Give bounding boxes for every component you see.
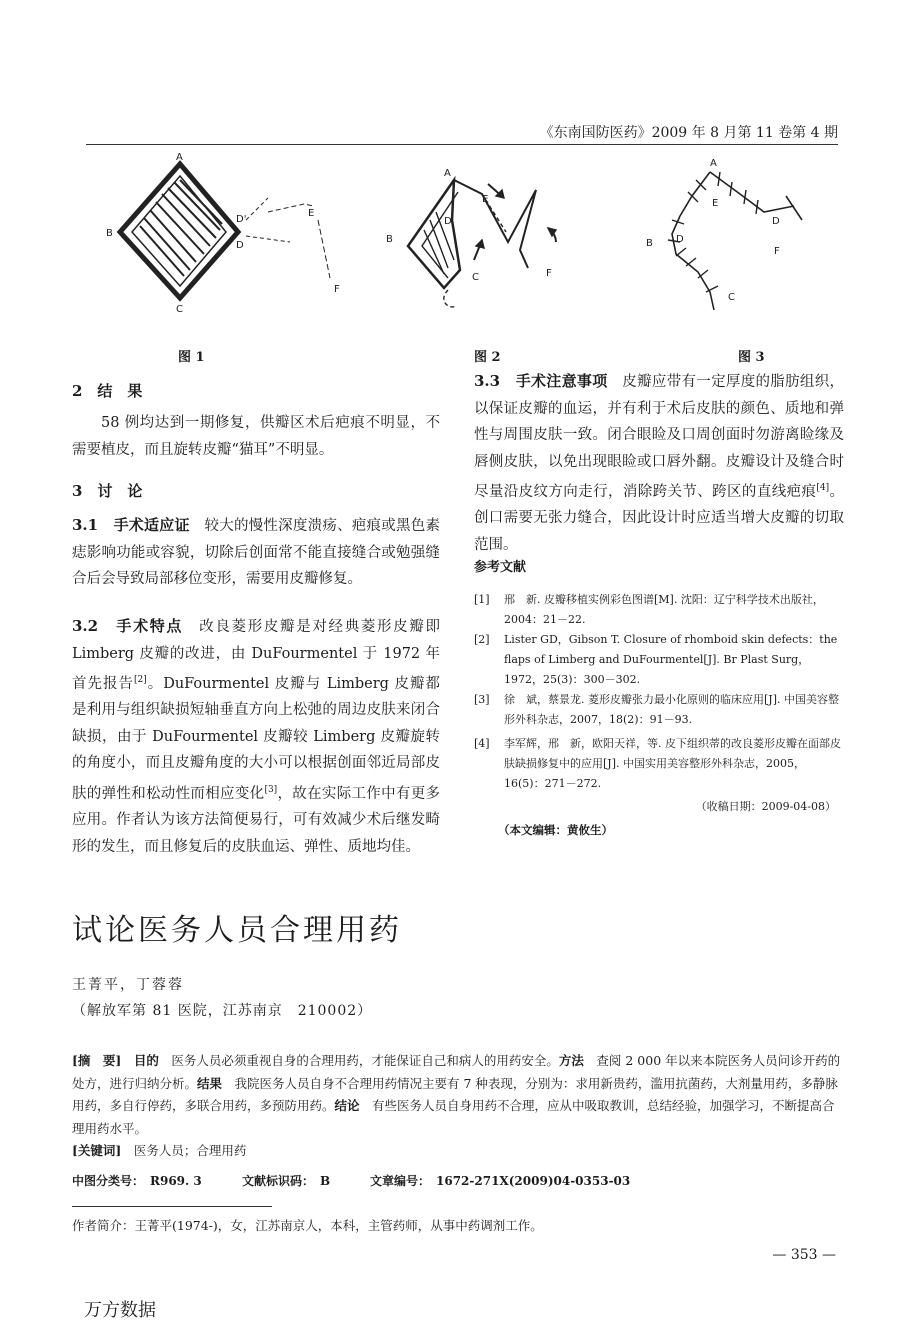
reference-number: [1] [474, 593, 490, 606]
section-3-2-body-c: ，故在实际工作中有更多应用。作者认为该方法简便易行，可有效减少术后继发畸形的发生，而且修复后的皮肤血运、弹性、质地均佳。 [72, 785, 441, 855]
reference-number: [4] [474, 737, 490, 750]
section-3-2-paragraph [72, 613, 440, 860]
fig1-label-b: B [106, 228, 113, 239]
fig3-label-d-right: D [772, 216, 780, 227]
section-3-3-heading: 3.3 手术注意事项 [474, 372, 608, 390]
reference-number: [2] [474, 633, 490, 646]
references-heading: 参考文献 [474, 560, 527, 575]
fig1-label-c: C [176, 304, 183, 315]
article-authors: 王菁平，丁蓉蓉 [72, 977, 184, 993]
reference-text: Lister GD，Gibson T. Closure of rhomboid skin defects：the flaps of Limberg and DuFourmentel[J]. Br Plast Surg，1972，25(3)：300－302. [504, 633, 838, 686]
fig2-label-e: E [482, 194, 489, 205]
section-2-heading: 2 结 果 [72, 382, 143, 400]
clc-number: 中图分类号： R969. 3 [72, 1174, 202, 1188]
fig2-label-b: B [386, 234, 393, 245]
figure-3-caption: 图 3 [738, 350, 765, 365]
reference-text: 徐 斌，蔡景龙. 菱形皮瓣张力最小化原则的临床应用[J]. 中国美容整形外科杂志，2007，18(2)：91－93. [504, 693, 839, 726]
method-text: 查阅 2 000 年以来本院医务人员问诊开药的处方，进行归纳分析。 [72, 1053, 841, 1091]
citation-2: [2] [133, 675, 147, 685]
fig2-label-a: A [444, 168, 451, 179]
keywords-text: 医务人员；合理用药 [121, 1143, 247, 1158]
reference-item [474, 630, 842, 690]
keywords-label: [关键词] [72, 1143, 122, 1158]
fig1-label-d-prime: D' [236, 214, 247, 225]
section-3-1-body: 较大的慢性深度溃疡、疤痕或黑色素痣影响功能或容貌，切除后创面常不能直接缝合或勉强缝合后会导致局部移位变形，需要用皮瓣修复。 [72, 518, 440, 587]
page-number: — 353 — [772, 1247, 836, 1263]
fig3-label-a: A [710, 158, 717, 169]
citation-3: [3] [264, 784, 278, 795]
fig2-label-d: D [444, 216, 452, 227]
aim-label: 目的 [133, 1053, 159, 1068]
fig1-label-e: E [308, 208, 315, 219]
section-3-1-heading: 3.1 手术适应证 [72, 516, 190, 534]
fig1-label-d: D [236, 240, 244, 251]
fig3-label-d-left: D [676, 234, 684, 245]
section-3-1-paragraph [72, 512, 440, 593]
reference-item [474, 734, 842, 794]
article-number: 文章编号： 1672-271X(2009)04-0353-03 [370, 1174, 631, 1188]
reference-item [474, 590, 842, 630]
section-3-2-body-a: 改良菱形皮瓣是对经典菱形皮瓣即 Limberg 皮瓣的改进，由 DuFourmentel 于 1972 年首先报告 [72, 619, 440, 692]
header-rule [86, 144, 838, 145]
fig1-label-f: F [334, 284, 340, 295]
section-3-2-heading: 3.2 手术特点 [72, 617, 184, 635]
footnote-rule [72, 1206, 272, 1207]
fig1-label-a: A [176, 152, 183, 163]
section-2-paragraph: 58 例均达到一期修复，供瓣区术后疤痕不明显，不需要植皮，而且旋转皮瓣“猫耳”不明显。 [72, 415, 440, 458]
figure-1 [100, 150, 360, 330]
figure-2-caption: 图 2 [474, 350, 501, 365]
abstract-label: [摘 要] [72, 1053, 122, 1068]
method-label: 方法 [558, 1053, 584, 1068]
editor-note: （本文编辑：黄攸生） [498, 823, 613, 837]
section-3-3-body-a: 皮瓣应带有一定厚度的脂肪组织，以保证皮瓣的血运，并有利于术后皮肤的颜色、质地和弹性与周围皮肤一致。闭合眼睑及口周创面时勿游离睑缘及唇侧皮肤，以免出现眼睑或口唇外翻。皮瓣设计及缝合时尽量沿皮纹方向走行，消除跨关节、跨区的直线疤痕 [474, 374, 844, 500]
received-date: （收稿日期：2009-04-08） [695, 800, 836, 813]
citation-4: [4] [816, 483, 830, 493]
reference-text: 邢 新. 皮瓣移植实例彩色图谱[M]. 沈阳：辽宁科学技术出版社，2004：21－22. [504, 593, 824, 626]
figure-1-caption: 图 1 [178, 350, 205, 365]
section-3-3-paragraph [474, 368, 844, 558]
conclusion-text: 有些医务人员自身用药不合理，应从中吸取教训，总结经验，加强学习，不断提高合理用药水平。 [72, 1098, 835, 1136]
reference-text: 李军辉，邢 新，欧阳天祥，等. 皮下组织蒂的改良菱形皮瓣在面部皮肤缺损修复中的应用[J]. 中国实用美容整形外科杂志，2005，16(5)：271－272. [504, 737, 841, 790]
fig3-label-c: C [728, 292, 735, 303]
fig3-label-f: F [774, 246, 780, 257]
abstract [72, 1050, 842, 1163]
fig2-label-f: F [546, 268, 552, 279]
conclusion-label: 结论 [334, 1098, 360, 1113]
result-text: 我院医务人员自身不合理用药情况主要有 7 种表现，分别为：求用新贵药，滥用抗菌药，大剂量用药，多静脉用药，多自行停药，多联合用药，多预防用药。 [72, 1075, 838, 1113]
watermark: 万方数据 [84, 1300, 156, 1321]
document-code: 文献标识码： B [242, 1174, 331, 1188]
reference-item [474, 690, 842, 730]
fig3-label-b: B [646, 238, 653, 249]
running-header: 《东南国防医药》2009 年 8 月第 11 卷第 4 期 [539, 125, 838, 141]
fig3-label-e: E [712, 198, 719, 209]
fig2-label-c: C [472, 272, 479, 283]
article-affiliation: （解放军第 81 医院，江苏南京 210002） [72, 1003, 373, 1019]
reference-number: [3] [474, 693, 490, 706]
result-label: 结果 [197, 1075, 223, 1091]
aim-text: 医务人员必须重视自身的合理用药，才能保证自己和病人的用药安全。 [158, 1053, 559, 1068]
author-bio: 作者简介：王菁平(1974-)，女，江苏南京人，本科，主管药师，从事中药调剂工作。 [72, 1218, 543, 1233]
article-title: 试论医务人员合理用药 [72, 913, 402, 948]
section-3-3-body-b: 。创口需要无张力缝合，因此设计时应适当增大皮瓣的切取范围。 [474, 483, 845, 553]
figure-2 [378, 150, 598, 330]
section-3-2-body-b: 。DuFourmentel 皮瓣与 Limberg 皮瓣都是利用与组织缺损短轴垂直方向上松弛的周边皮肤来闭合缺损，由于 DuFourmentel 皮瓣较 Limberg 皮瓣旋转的角度小，而且皮瓣角度的大小可以根据创面邻近局部皮肤的弹性和松动性而相应变化 [72, 675, 440, 802]
figure-3 [636, 150, 836, 330]
section-3-heading: 3 讨 论 [72, 482, 143, 500]
